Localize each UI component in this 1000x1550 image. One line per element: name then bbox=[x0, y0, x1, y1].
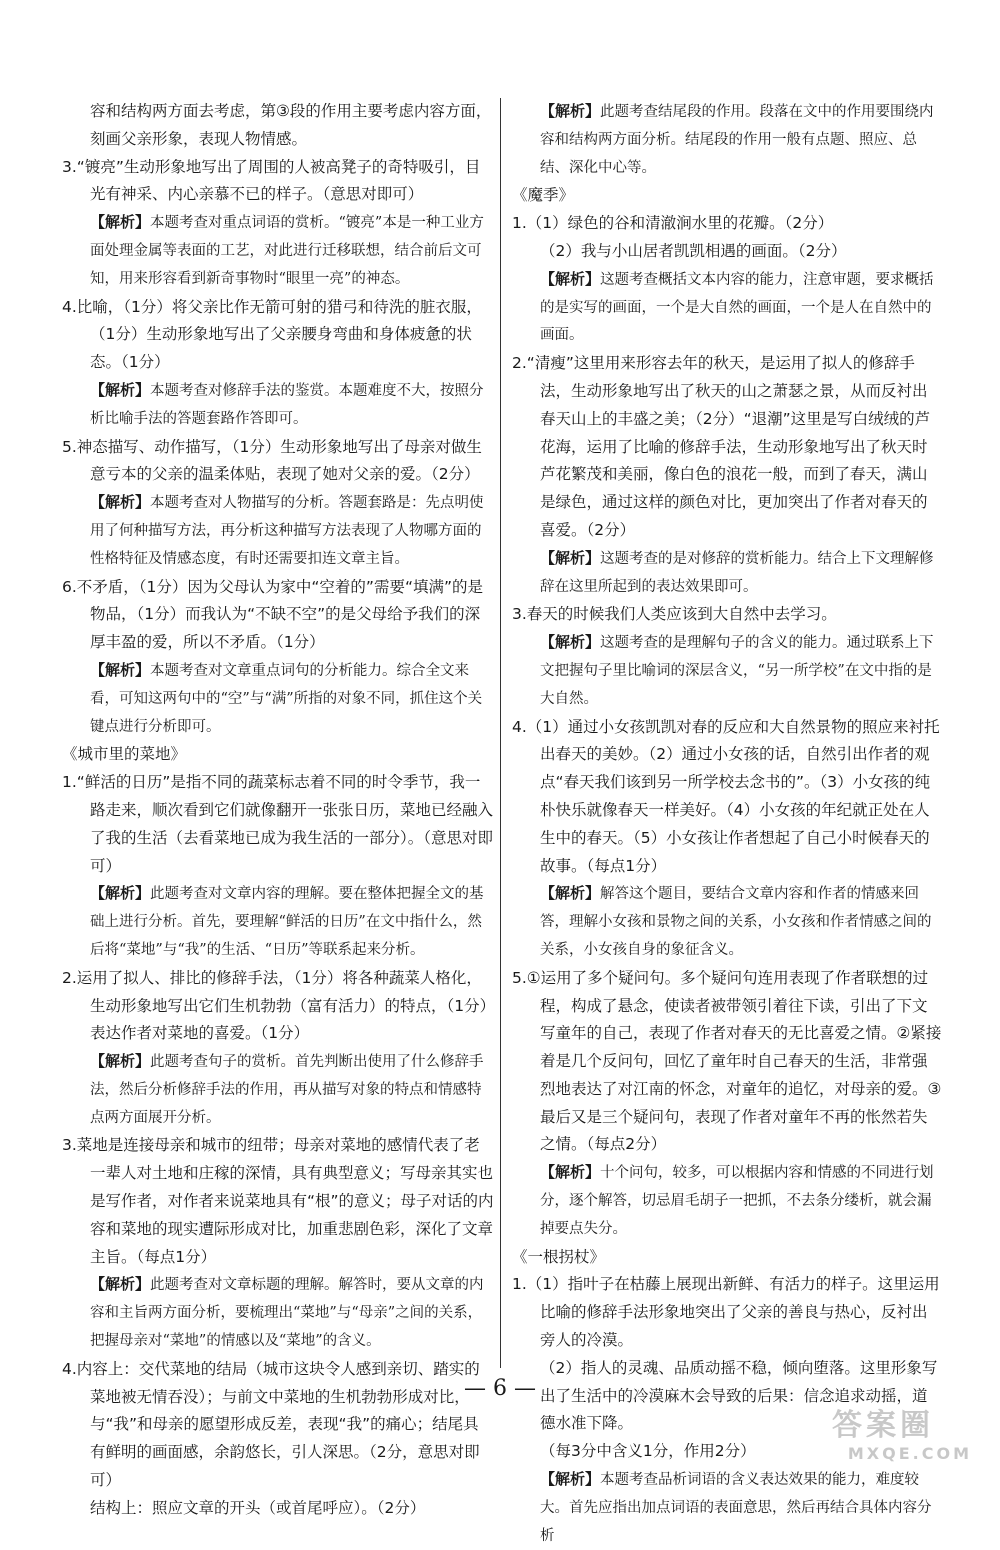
analysis-tag: 【解析】 bbox=[540, 633, 601, 652]
paragraph-text: 此题考查对文章标题的理解。解答时，要从文章的内容和主旨两方面分析，要梳理出“菜地”与“母亲”之间的关系，把握母亲对“菜地”的情感以及“菜地”的含义。 bbox=[90, 1277, 484, 1350]
paragraph-text: 此题考查句子的赏析。首先判断出使用了什么修辞手法，然后分析修辞手法的作用，再从描写对象的特点和情感特点两方面展开分析。 bbox=[90, 1054, 484, 1126]
paragraph-text: 2.“清瘦”这里用来形容去年的秋天，是运用了拟人的修辞手法，生动形象地写出了秋天的山之萧瑟之景，从而反衬出春天山上的丰盛之美；（2分）“退潮”这里是写白绒绒的芦花海，运用了比喻的修辞手法，生动形象地写出了秋天时芦花繁茂和美丽，像白色的浪花一般，而到了春天，满山是绿色，通过这样的颜色对比，更加突出了作者对春天的喜爱。（2分） bbox=[512, 354, 931, 539]
analysis-paragraph bbox=[62, 1271, 494, 1355]
analysis-paragraph bbox=[512, 98, 942, 182]
paragraph-text: 本题考查对修辞手法的鉴赏。本题难度不大，按照分析比喻手法的答题套路作答即可。 bbox=[90, 382, 484, 427]
answer-paragraph bbox=[512, 965, 942, 1160]
paragraph-text: 《城市里的菜地》 bbox=[62, 745, 187, 764]
answer-paragraph bbox=[512, 601, 942, 629]
left-column bbox=[62, 98, 494, 1523]
paragraph-text: 《魔季》 bbox=[512, 186, 575, 205]
paragraph-text: 2.运用了拟人、排比的修辞手法，（1分）将各种蔬菜人格化，生动形象地写出它们生机勃勃（富有活力）的特点，（1分）表达作者对菜地的喜爱。（1分） bbox=[62, 968, 488, 1043]
analysis-paragraph bbox=[62, 1048, 494, 1132]
analysis-tag: 【解析】 bbox=[90, 1275, 151, 1294]
paragraph-text: 5.①运用了多个疑问句。多个疑问句连用表现了作者联想的过程，构成了悬念，使读者被带领引着往下读，引出了下文写童年的自己，表现了作者对春天的无比喜爱之情。②紧接着是几个反问句，回忆了童年时自己春天的生活，非常强烈地表达了对江南的怀念，对童年的追忆，对母亲的爱。③最后又是三个疑问句，表现了作者对童年不再的怅然若失之情。（每点2分） bbox=[512, 968, 942, 1154]
analysis-tag: 【解析】 bbox=[90, 213, 151, 232]
paragraph-text: 1.（1）绿色的谷和清澈涧水里的花瓣。（2分） bbox=[512, 214, 834, 233]
paragraph-text: 这题考查的是对修辞的赏析能力。结合上下文理解修辞在这里所起到的表达效果即可。 bbox=[540, 550, 934, 595]
analysis-paragraph bbox=[512, 266, 942, 350]
watermark-url: MXQE.COM bbox=[847, 1444, 972, 1463]
answer-paragraph bbox=[62, 98, 494, 154]
paragraph-text: 解答这个题目，要结合文章内容和作者的情感来回答，理解小女孩和景物之间的关系，小女孩和作者情感之间的关系，小女孩自身的象征含义。 bbox=[540, 886, 932, 958]
answer-paragraph bbox=[512, 350, 942, 545]
paragraph-text: 1.（1）指叶子在枯藤上展现出新鲜、有活力的样子。这里运用比喻的修辞手法形象地突出了父亲的善良与热心，反衬出旁人的冷漠。 bbox=[512, 1275, 940, 1350]
analysis-paragraph bbox=[62, 209, 494, 293]
analysis-tag: 【解析】 bbox=[540, 548, 601, 567]
column-divider bbox=[500, 98, 501, 1368]
analysis-paragraph bbox=[62, 489, 494, 573]
section-title bbox=[62, 741, 494, 769]
paragraph-text: 4.内容上：交代菜地的结局（城市这块令人感到亲切、踏实的菜地被无情吞没）；与前文中菜地的生机勃勃形成对比，与“我”和母亲的愿望形成反差，表现“我”的痛心；结尾具有鲜明的画面感，余韵悠长，引人深思。（2分，意思对即可） bbox=[62, 1359, 480, 1490]
paragraph-text: 结构上：照应文章的开头（或首尾呼应）。（2分） bbox=[90, 1498, 426, 1517]
right-column bbox=[512, 98, 942, 1550]
watermark-logo bbox=[832, 1408, 982, 1470]
analysis-paragraph bbox=[512, 629, 942, 713]
analysis-paragraph bbox=[512, 1159, 942, 1243]
analysis-paragraph bbox=[62, 880, 494, 964]
paragraph-text: 这题考查概括文本内容的能力，注意审题，要求概括的是实写的画面，一个是大自然的画面，一个是人在自然中的画面。 bbox=[540, 271, 934, 344]
paragraph-text: 3.“镀亮”生动形象地写出了周围的人被高凳子的奇特吸引，目光有神采、内心亲慕不已的样子。（意思对即可） bbox=[62, 157, 481, 204]
analysis-tag: 【解析】 bbox=[90, 660, 151, 679]
answer-paragraph bbox=[62, 769, 494, 880]
answer-paragraph bbox=[512, 238, 942, 266]
analysis-tag: 【解析】 bbox=[90, 493, 151, 512]
page-number: — 6 — bbox=[464, 1376, 536, 1401]
paragraph-text: 本题考查品析词语的含义表达效果的能力，难度较大。首先应指出加点词语的表面意思，然后再结合具体内容分析 bbox=[540, 1472, 932, 1544]
paragraph-text: 《一根拐杖》 bbox=[512, 1247, 606, 1266]
answer-paragraph bbox=[512, 714, 942, 881]
section-title bbox=[512, 182, 942, 210]
paragraph-text: 本题考查对重点词语的赏析。“镀亮”本是一种工业方面处理金属等表面的工艺，对此进行迁移联想，结合前后文可知，用来形容看到新奇事物时“眼里一亮”的神态。 bbox=[90, 215, 484, 287]
analysis-tag: 【解析】 bbox=[540, 269, 601, 288]
paragraph-text: 此题考查结尾段的作用。段落在文中的作用要围绕内容和结构两方面分析。结尾段的作用一般有点题、照应、总结、深化中心等。 bbox=[540, 104, 934, 176]
answer-paragraph bbox=[62, 1132, 494, 1271]
analysis-paragraph bbox=[512, 880, 942, 964]
paragraph-text: 3.菜地是连接母亲和城市的纽带；母亲对菜地的感情代表了老一辈人对土地和庄稼的深情，具有典型意义；写母亲其实也是写作者，对作者来说菜地具有“根”的意义；母子对话的内容和菜地的现实遭际形成对比，加重悲剧色彩，深化了文章主旨。（每点1分） bbox=[62, 1136, 494, 1266]
answer-paragraph bbox=[62, 1495, 494, 1523]
answer-paragraph bbox=[62, 434, 494, 490]
paragraph-text: 本题考查对文章重点词句的分析能力。综合全文来看，可知这两句中的“空”与“满”所指的对象不同，抓住这个关键点进行分析即可。 bbox=[90, 662, 483, 735]
analysis-tag: 【解析】 bbox=[540, 1163, 601, 1182]
answer-paragraph bbox=[512, 210, 942, 238]
analysis-paragraph bbox=[62, 657, 494, 741]
answer-paragraph bbox=[62, 294, 494, 377]
paragraph-text: 6.不矛盾，（1分）因为父母认为家中“空着的”需要“填满”的是物品，（1分）而我认为“不缺不空”的是父母给予我们的深厚丰盈的爱，所以不矛盾。（1分） bbox=[62, 577, 484, 652]
paragraph-text: 1.“鲜活的日历”是指不同的蔬菜标志着不同的时令季节，我一路走来，顺次看到它们就像翻开一张张日历，菜地已经融入了我的生活（去看菜地已成为我生活的一部分）。（意思对即可） bbox=[62, 773, 494, 875]
answer-paragraph bbox=[62, 574, 494, 657]
analysis-tag: 【解析】 bbox=[540, 102, 601, 120]
watermark-text: 答案圈 bbox=[832, 1408, 934, 1443]
paragraph-text: 4.比喻，（1分）将父亲比作无箭可射的猎弓和待洗的脏衣服，（1分）生动形象地写出了父亲腰身弯曲和身体疲惫的状态。（1分） bbox=[62, 297, 482, 372]
paragraph-text: 本题考查对人物描写的分析。答题套路是：先点明使用了何种描写方法，再分析这种描写方法表现了人物哪方面的性格特征及情感态度，有时还需要扣连文章主旨。 bbox=[90, 495, 484, 567]
analysis-paragraph bbox=[62, 377, 494, 434]
paragraph-text: 5.神态描写、动作描写，（1分）生动形象地写出了母亲对做生意亏本的父亲的温柔体贴，表现了她对父亲的爱。（2分） bbox=[62, 437, 482, 484]
analysis-paragraph bbox=[512, 1466, 942, 1550]
analysis-tag: 【解析】 bbox=[90, 380, 151, 399]
paragraph-text: （2）我与小山居者凯凯相遇的画面。（2分） bbox=[540, 241, 847, 260]
analysis-tag: 【解析】 bbox=[90, 884, 151, 903]
analysis-tag: 【解析】 bbox=[540, 884, 601, 903]
analysis-tag: 【解析】 bbox=[90, 1052, 151, 1071]
paragraph-text: 3.春天的时候我们人类应该到大自然中去学习。 bbox=[512, 605, 837, 624]
paragraph-text: （2）指人的灵魂、品质动摇不稳，倾向堕落。这里形象写出了生活中的冷漠麻木会导致的后果：信念追求动摇，道德水准下降。 bbox=[540, 1358, 938, 1433]
paragraph-text: 十个问句，较多，可以根据内容和情感的不同进行划分，逐个解答，切忌眉毛胡子一把抓，不去条分缕析，就会漏掉要点失分。 bbox=[540, 1165, 934, 1237]
analysis-tag: 【解析】 bbox=[540, 1470, 601, 1489]
paragraph-text: （每3分中含义1分，作用2分） bbox=[540, 1442, 756, 1461]
paragraph-text: 容和结构两方面去考虑，第③段的作用主要考虑内容方面，刻画父亲形象，表现人物情感。 bbox=[90, 102, 492, 148]
answer-paragraph bbox=[62, 154, 494, 210]
paragraph-text: 这题考查的是理解句子的含义的能力。通过联系上下文把握句子里比喻词的深层含义，“另一所学校”在文中指的是大自然。 bbox=[540, 635, 934, 707]
paragraph-text: 4.（1）通过小女孩凯凯对春的反应和大自然景物的照应来衬托出春天的美妙。（2）通过小女孩的话，自然引出作者的观点“春天我们该到另一所学校去念书的”。（3）小女孩的纯朴快乐就像春天一样美好。（4）小女孩的年纪就正处在人生中的春天。（5）小女孩让作者想起了自己小时候春天的故事。（每点1分） bbox=[512, 717, 940, 875]
section-title bbox=[512, 1244, 942, 1272]
answer-paragraph bbox=[62, 965, 494, 1048]
answer-paragraph bbox=[512, 1271, 942, 1354]
analysis-paragraph bbox=[512, 545, 942, 602]
paragraph-text: 此题考查对文章内容的理解。要在整体把握全文的基础上进行分析。首先，要理解“鲜活的日历”在文中指什么，然后将“菜地”与“我”的生活、“日历”等联系起来分析。 bbox=[90, 886, 484, 958]
